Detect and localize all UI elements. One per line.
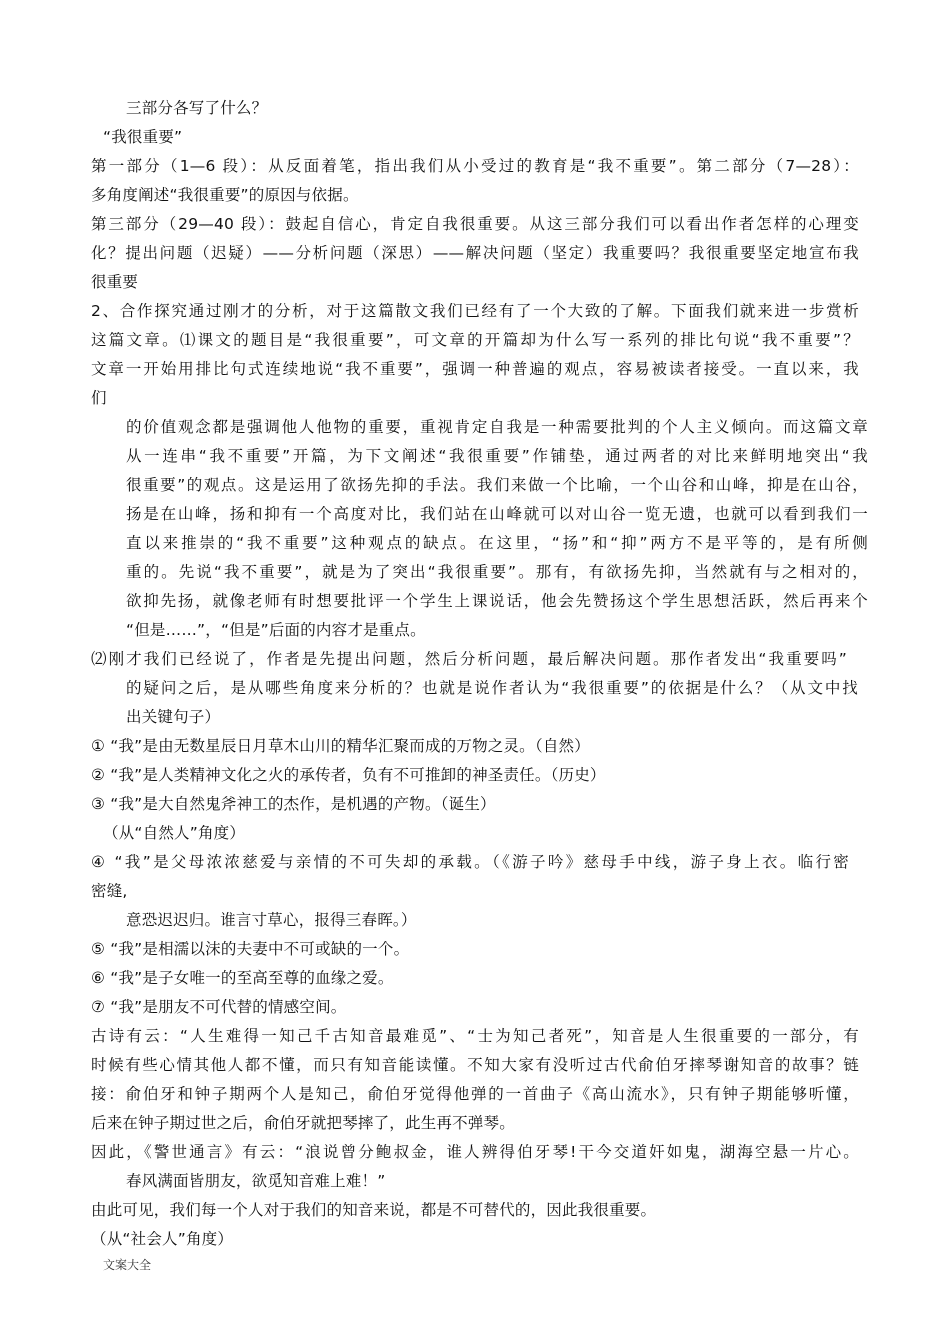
text-line: 时候有些心情其他人都不懂，而只有知音能读懂。不知大家有没听过古代俞伯牙摔琴谢知音的故事？链 bbox=[91, 1056, 859, 1074]
text-line: ⑵刚才我们已经说了，作者是先提出问题，然后分析问题，最后解决问题。那作者发出“我重要吗” bbox=[91, 650, 847, 668]
text-line: 第三部分（29—40 段）：鼓起自信心，肯定自我很重要。从这三部分我们可以看出作者怎样的心理变 bbox=[91, 215, 859, 233]
list-item: ② “我”是人类精神文化之火的承传者，负有不可推卸的神圣责任。（历史） bbox=[91, 766, 606, 784]
list-item: ⑥ “我”是子女唯一的至高至尊的血缘之爱。 bbox=[91, 969, 394, 987]
text-line: 密缝, bbox=[91, 882, 128, 900]
text-line: 后来在钟子期过世之后，俞伯牙就把琴摔了，此生再不弹琴。 bbox=[91, 1114, 515, 1132]
text-line: 化？提出问题（迟疑）——分析问题（深思）——解决问题（坚定）我重要吗？我很重要坚定地宣布我 bbox=[91, 244, 859, 262]
text-line: 出关键句子） bbox=[126, 708, 221, 726]
text-line: 文章一开始用排比句式连续地说“我不重要”，强调一种普遍的观点，容易被读者接受。一直以来，我 bbox=[91, 360, 859, 378]
text-line: （从“自然人”角度） bbox=[103, 824, 246, 842]
text-line: 接：俞伯牙和钟子期两个人是知己，俞伯牙觉得他弹的一首曲子《高山流水》，只有钟子期能够听懂， bbox=[91, 1085, 859, 1103]
text-line: 多角度阐述“我很重要”的原因与依据。 bbox=[91, 186, 359, 204]
list-item: ③ “我”是大自然鬼斧神工的杰作，是机遇的产物。（诞生） bbox=[91, 795, 496, 813]
text-line: 直以来推崇的“我不重要”这种观点的缺点。在这里，“扬”和“抑”两方不是平等的，是有所侧 bbox=[126, 534, 868, 552]
text-line: 的疑问之后，是从哪些角度来分析的？也就是说作者认为“我很重要”的依据是什么？（从文中找 bbox=[126, 679, 858, 697]
text-line: 春风满面皆朋友，欲觅知音难上难！” bbox=[126, 1172, 386, 1190]
text-line: 由此可见，我们每一个人对于我们的知音来说，都是不可替代的，因此我很重要。 bbox=[91, 1201, 657, 1219]
text-line: 这篇文章。⑴课文的题目是“我很重要”，可文章的开篇却为什么写一系列的排比句说“我不重要”？ bbox=[91, 331, 859, 349]
text-line: 很重要”的观点。这是运用了欲扬先抑的手法。我们来做一个比喻，一个山谷和山峰，抑是在山谷， bbox=[126, 476, 868, 494]
text-line: 第一部分（1—6 段）：从反面着笔，指出我们从小受过的教育是“我不重要”。第二部分（7—28）： bbox=[91, 157, 859, 175]
text-line: 很重要 bbox=[91, 273, 139, 291]
text-line: 2、合作探究通过刚才的分析，对于这篇散文我们已经有了一个大致的了解。下面我们就来进一步赏析 bbox=[91, 302, 859, 320]
text-line: “我很重要” bbox=[103, 128, 183, 146]
text-line: 三部分各写了什么？ bbox=[126, 99, 268, 117]
text-line: 重的。先说“我不重要”，就是为了突出“我很重要”。那有，有欲扬先抑，当然就有与之相对的， bbox=[126, 563, 868, 581]
text-line: 古诗有云：“人生难得一知己千古知音最难觅”、“士为知己者死”，知音是人生很重要的一部分，有 bbox=[91, 1027, 859, 1045]
text-line: 欲抑先扬，就像老师有时想要批评一个学生上课说话，他会先赞扬这个学生思想活跃，然后再来个 bbox=[126, 592, 868, 610]
text-line: 的价值观念都是强调他人他物的重要，重视肯定自我是一种需要批判的个人主义倾向。而这篇文章 bbox=[126, 418, 868, 436]
text-line: 们 bbox=[91, 389, 107, 407]
text-line: 因此，《警世通言》有云：“浪说曾分鲍叔金，谁人辨得伯牙琴!干今交道奸如鬼，湖海空悬一片心。 bbox=[91, 1143, 859, 1161]
text-line: 扬是在山峰，扬和抑有一个高度对比，我们站在山峰就可以对山谷一览无遗，也就可以看到我们一 bbox=[126, 505, 868, 523]
list-item: ④ “我”是父母浓浓慈爱与亲情的不可失却的承载。（《游子吟》慈母手中线，游子身上衣。临行密 bbox=[91, 853, 849, 871]
text-line: （从“社会人”角度） bbox=[91, 1230, 234, 1248]
footer-label: 文案大全 bbox=[103, 1258, 152, 1272]
list-item: ① “我”是由无数星辰日月草木山川的精华汇聚而成的万物之灵。（自然） bbox=[91, 737, 590, 755]
text-line: “但是……”，“但是”后面的内容才是重点。 bbox=[126, 621, 426, 639]
list-item: ⑤ “我”是相濡以沫的夫妻中不可或缺的一个。 bbox=[91, 940, 410, 958]
list-item: ⑦ “我”是朋友不可代替的情感空间。 bbox=[91, 998, 347, 1016]
text-line: 意恐迟迟归。谁言寸草心，报得三春晖。） bbox=[126, 911, 417, 929]
text-line: 从一连串“我不重要”开篇，为下文阐述“我很重要”作铺垫，通过两者的对比来鲜明地突出“我 bbox=[126, 447, 868, 465]
